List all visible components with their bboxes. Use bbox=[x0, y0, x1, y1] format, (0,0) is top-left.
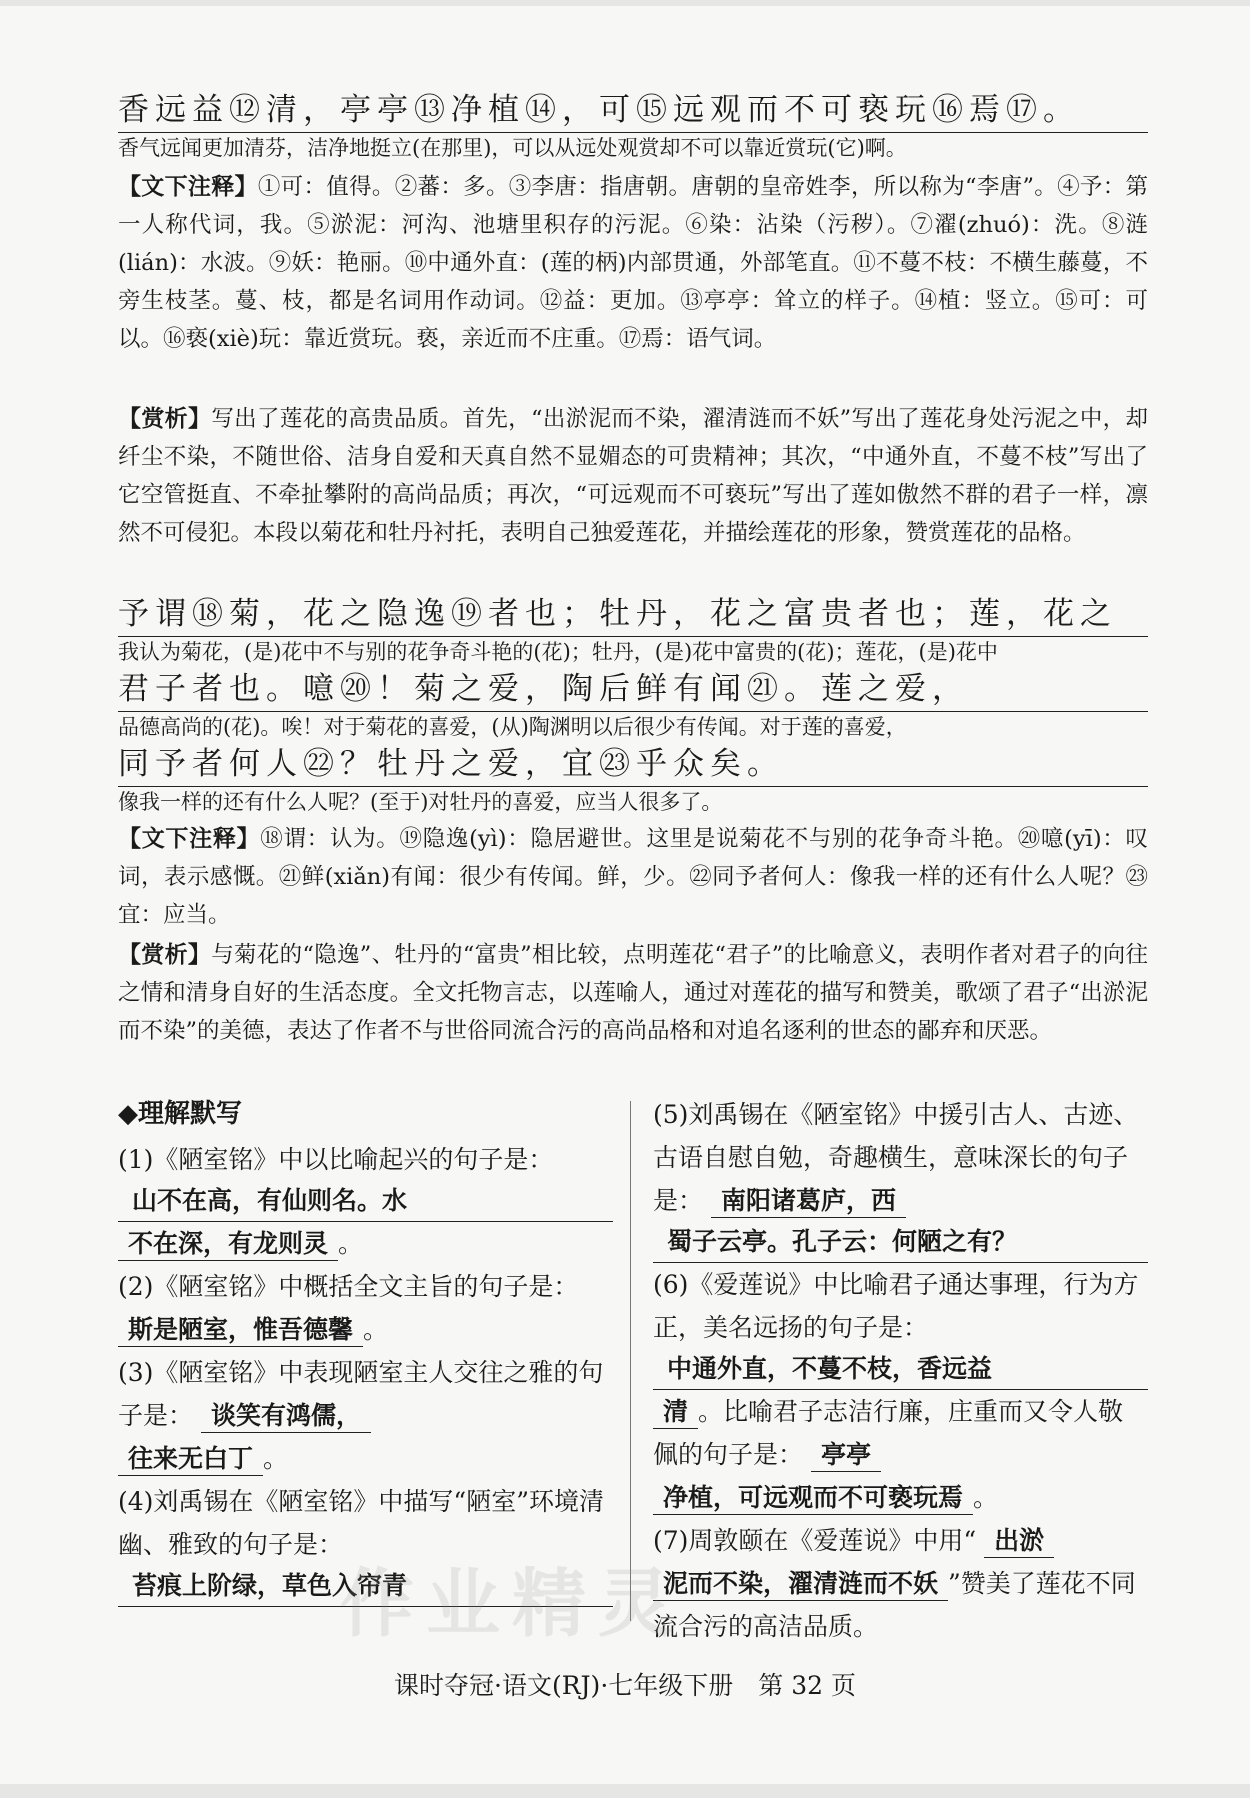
scan-edge bbox=[0, 1784, 1250, 1798]
annotation-text: ⑱谓：认为。⑲隐逸(yì)：隐居避世。这里是说菊花不与别的花争奇斗艳。⑳噫(yī)：叹词，表示感慨。㉑鲜(xiǎn)有闻：很少有传闻。鲜，少。㉒同予者何人：像我一样的还有什么人呢？㉓宜：应当。 bbox=[118, 826, 1149, 928]
question-3 bbox=[118, 1351, 613, 1480]
period: 。 bbox=[263, 1444, 289, 1473]
answer-field[interactable]: 净植，可远观而不可亵玩焉 bbox=[653, 1483, 973, 1515]
answer-field[interactable]: 蜀子云亭。孔子云：何陋之有？ bbox=[653, 1222, 1148, 1263]
section-title: ◆理解默写 bbox=[118, 1099, 242, 1129]
question-prompt: (2)《陋室铭》中概括全文主旨的句子是： bbox=[118, 1272, 579, 1301]
period: 。 bbox=[363, 1315, 389, 1344]
question-6 bbox=[653, 1263, 1148, 1519]
answer-field[interactable]: 清 bbox=[653, 1397, 698, 1429]
question-1 bbox=[118, 1138, 613, 1265]
annotation-text: ①可：值得。②蕃：多。③李唐：指唐朝。唐朝的皇帝姓李，所以称为“李唐”。④予：第一人称代词，我。⑤淤泥：河沟、池塘里积存的污泥。⑥染：沾染（污秽）。⑦濯(zhuó)：洗。⑧涟(lián)：水波。⑨妖：艳丽。⑩中通外直：(莲的柄)内部贯通，外部笔直。⑪不蔓不枝：不横生藤蔓，不旁生枝茎。蔓、枝，都是名词用作动词。⑫益：更加。⑬亭亭：耸立的样子。⑭植：竖立。⑮可：可以。⑯亵(xiè)玩：靠近赏玩。亵，亲近而不庄重。⑰焉：语气词。 bbox=[118, 174, 1149, 352]
annotation-tag: 【文下注释】 bbox=[118, 173, 258, 200]
analysis-block-two bbox=[118, 936, 1148, 1050]
answer-field[interactable]: 亭亭 bbox=[811, 1440, 881, 1472]
watermark: 作业精灵 bbox=[340, 1561, 684, 1647]
answer-field[interactable]: 苔痕上阶绿，草色入帘青 bbox=[118, 1566, 613, 1607]
classical-text-line: 予谓⑱菊，花之隐逸⑲者也；牡丹，花之富贵者也；莲，花之 bbox=[118, 592, 1148, 637]
question-prompt: 。比喻君子志洁行廉，庄重而又令人敬佩的句子是： bbox=[653, 1397, 1124, 1469]
annotation-block-one bbox=[118, 168, 1148, 358]
classical-text-line: 同予者何人㉒？牡丹之爱，宜㉓乎众矣。 bbox=[118, 742, 1148, 787]
answer-field[interactable]: 南阳诸葛庐，西 bbox=[711, 1186, 906, 1218]
translation-line: 我认为菊花，(是)花中不与别的花争奇斗艳的(花)；牡丹，(是)花中富贵的(花)；莲花，(是)花中 bbox=[118, 640, 998, 664]
passage-one bbox=[118, 88, 1148, 163]
question-5 bbox=[653, 1093, 1148, 1263]
translation-line: 像我一样的还有什么人呢？(至于)对牡丹的喜爱，应当人很多了。 bbox=[118, 790, 723, 814]
analysis-block-one bbox=[118, 400, 1148, 552]
analysis-text: 写出了莲花的高贵品质。首先，“出淤泥而不染，濯清涟而不妖”写出了莲花身处污泥之中，却纤尘不染，不随世俗、洁身自爱和天真自然不显媚态的可贵精神；其次，“中通外直，不蔓不枝”写出了它空管挺直、不牵扯攀附的高尚品质；再次，“可远观而不可亵玩”写出了莲如傲然不群的君子一样，凛然不可侵犯。本段以菊花和牡丹衬托，表明自己独爱莲花，并描绘莲花的形象，赞赏莲花的品格。 bbox=[118, 406, 1149, 546]
analysis-tag: 【赏析】 bbox=[118, 941, 212, 968]
analysis-text: 与菊花的“隐逸”、牡丹的“富贵”相比较，点明莲花“君子”的比喻意义，表明作者对君子的向往之情和清身自好的生活态度。全文托物言志，以莲喻人，通过对莲花的描写和赞美，歌颂了君子“出淤泥而不染”的美德，表达了作者不与世俗同流合污的高尚品格和对追名逐利的世态的鄙弃和厌恶。 bbox=[118, 942, 1149, 1044]
answer-field[interactable]: 中通外直，不蔓不枝，香远益 bbox=[653, 1349, 1148, 1390]
period: 。 bbox=[338, 1229, 364, 1258]
classical-text-line: 香远益⑫清，亭亭⑬净植⑭，可⑮远观而不可亵玩⑯焉⑰。 bbox=[118, 88, 1148, 133]
page-footer: 课时夺冠·语文(RJ)·七年级下册 第 32 页 bbox=[394, 1671, 856, 1700]
question-7 bbox=[653, 1519, 1148, 1648]
passage-two bbox=[118, 592, 1148, 817]
question-prompt: (4)刘禹锡在《陋室铭》中描写“陋室”环境清幽、雅致的句子是： bbox=[118, 1487, 604, 1559]
question-prompt: (1)《陋室铭》中以比喻起兴的句子是： bbox=[118, 1145, 554, 1174]
question-2 bbox=[118, 1265, 613, 1351]
question-prompt: (6)《爱莲说》中比喻君子通达事理，行为方正，美名远扬的句子是： bbox=[653, 1270, 1139, 1342]
left-column bbox=[118, 1093, 613, 1607]
answer-field[interactable]: 出淤 bbox=[984, 1526, 1054, 1558]
right-column bbox=[653, 1093, 1148, 1648]
question-prompt: (7)周敦颐在《爱莲说》中用“ bbox=[653, 1526, 977, 1555]
answer-field[interactable]: 不在深，有龙则灵 bbox=[118, 1229, 338, 1261]
period: 。 bbox=[973, 1483, 999, 1512]
annotation-block-two bbox=[118, 820, 1148, 934]
translation-line: 品德高尚的(花)。唉！对于菊花的喜爱，(从)陶渊明以后很少有传闻。对于莲的喜爱， bbox=[118, 715, 907, 739]
answer-field[interactable]: 斯是陋室，惟吾德馨 bbox=[118, 1315, 363, 1347]
question-prompt: (3)《陋室铭》中表现陋室主人交往之雅的句子是： bbox=[118, 1358, 604, 1430]
translation-line: 香气远闻更加清芬，洁净地挺立(在那里)，可以从远处观赏却不可以靠近赏玩(它)啊。 bbox=[118, 136, 907, 160]
answer-field[interactable]: 往来无白丁 bbox=[118, 1444, 263, 1476]
scan-edge bbox=[0, 0, 1250, 6]
column-divider bbox=[630, 1101, 631, 1621]
classical-text-line: 君子者也。噫⑳！菊之爱，陶后鲜有闻㉑。莲之爱， bbox=[118, 667, 1148, 712]
answer-field[interactable]: 山不在高，有仙则名。水 bbox=[118, 1181, 613, 1222]
answer-field[interactable]: 谈笑有鸿儒， bbox=[201, 1401, 371, 1433]
question-prompt: ”赞美了莲花不同流合污的高洁品质。 bbox=[653, 1569, 1136, 1641]
annotation-tag: 【文下注释】 bbox=[118, 825, 261, 852]
answer-field[interactable]: 泥而不染，濯清涟而不妖 bbox=[653, 1569, 948, 1601]
question-prompt: (5)刘禹锡在《陋室铭》中援引古人、古迹、古语自慰自勉，奇趣横生，意味深长的句子是： bbox=[653, 1100, 1139, 1215]
analysis-tag: 【赏析】 bbox=[118, 405, 212, 432]
